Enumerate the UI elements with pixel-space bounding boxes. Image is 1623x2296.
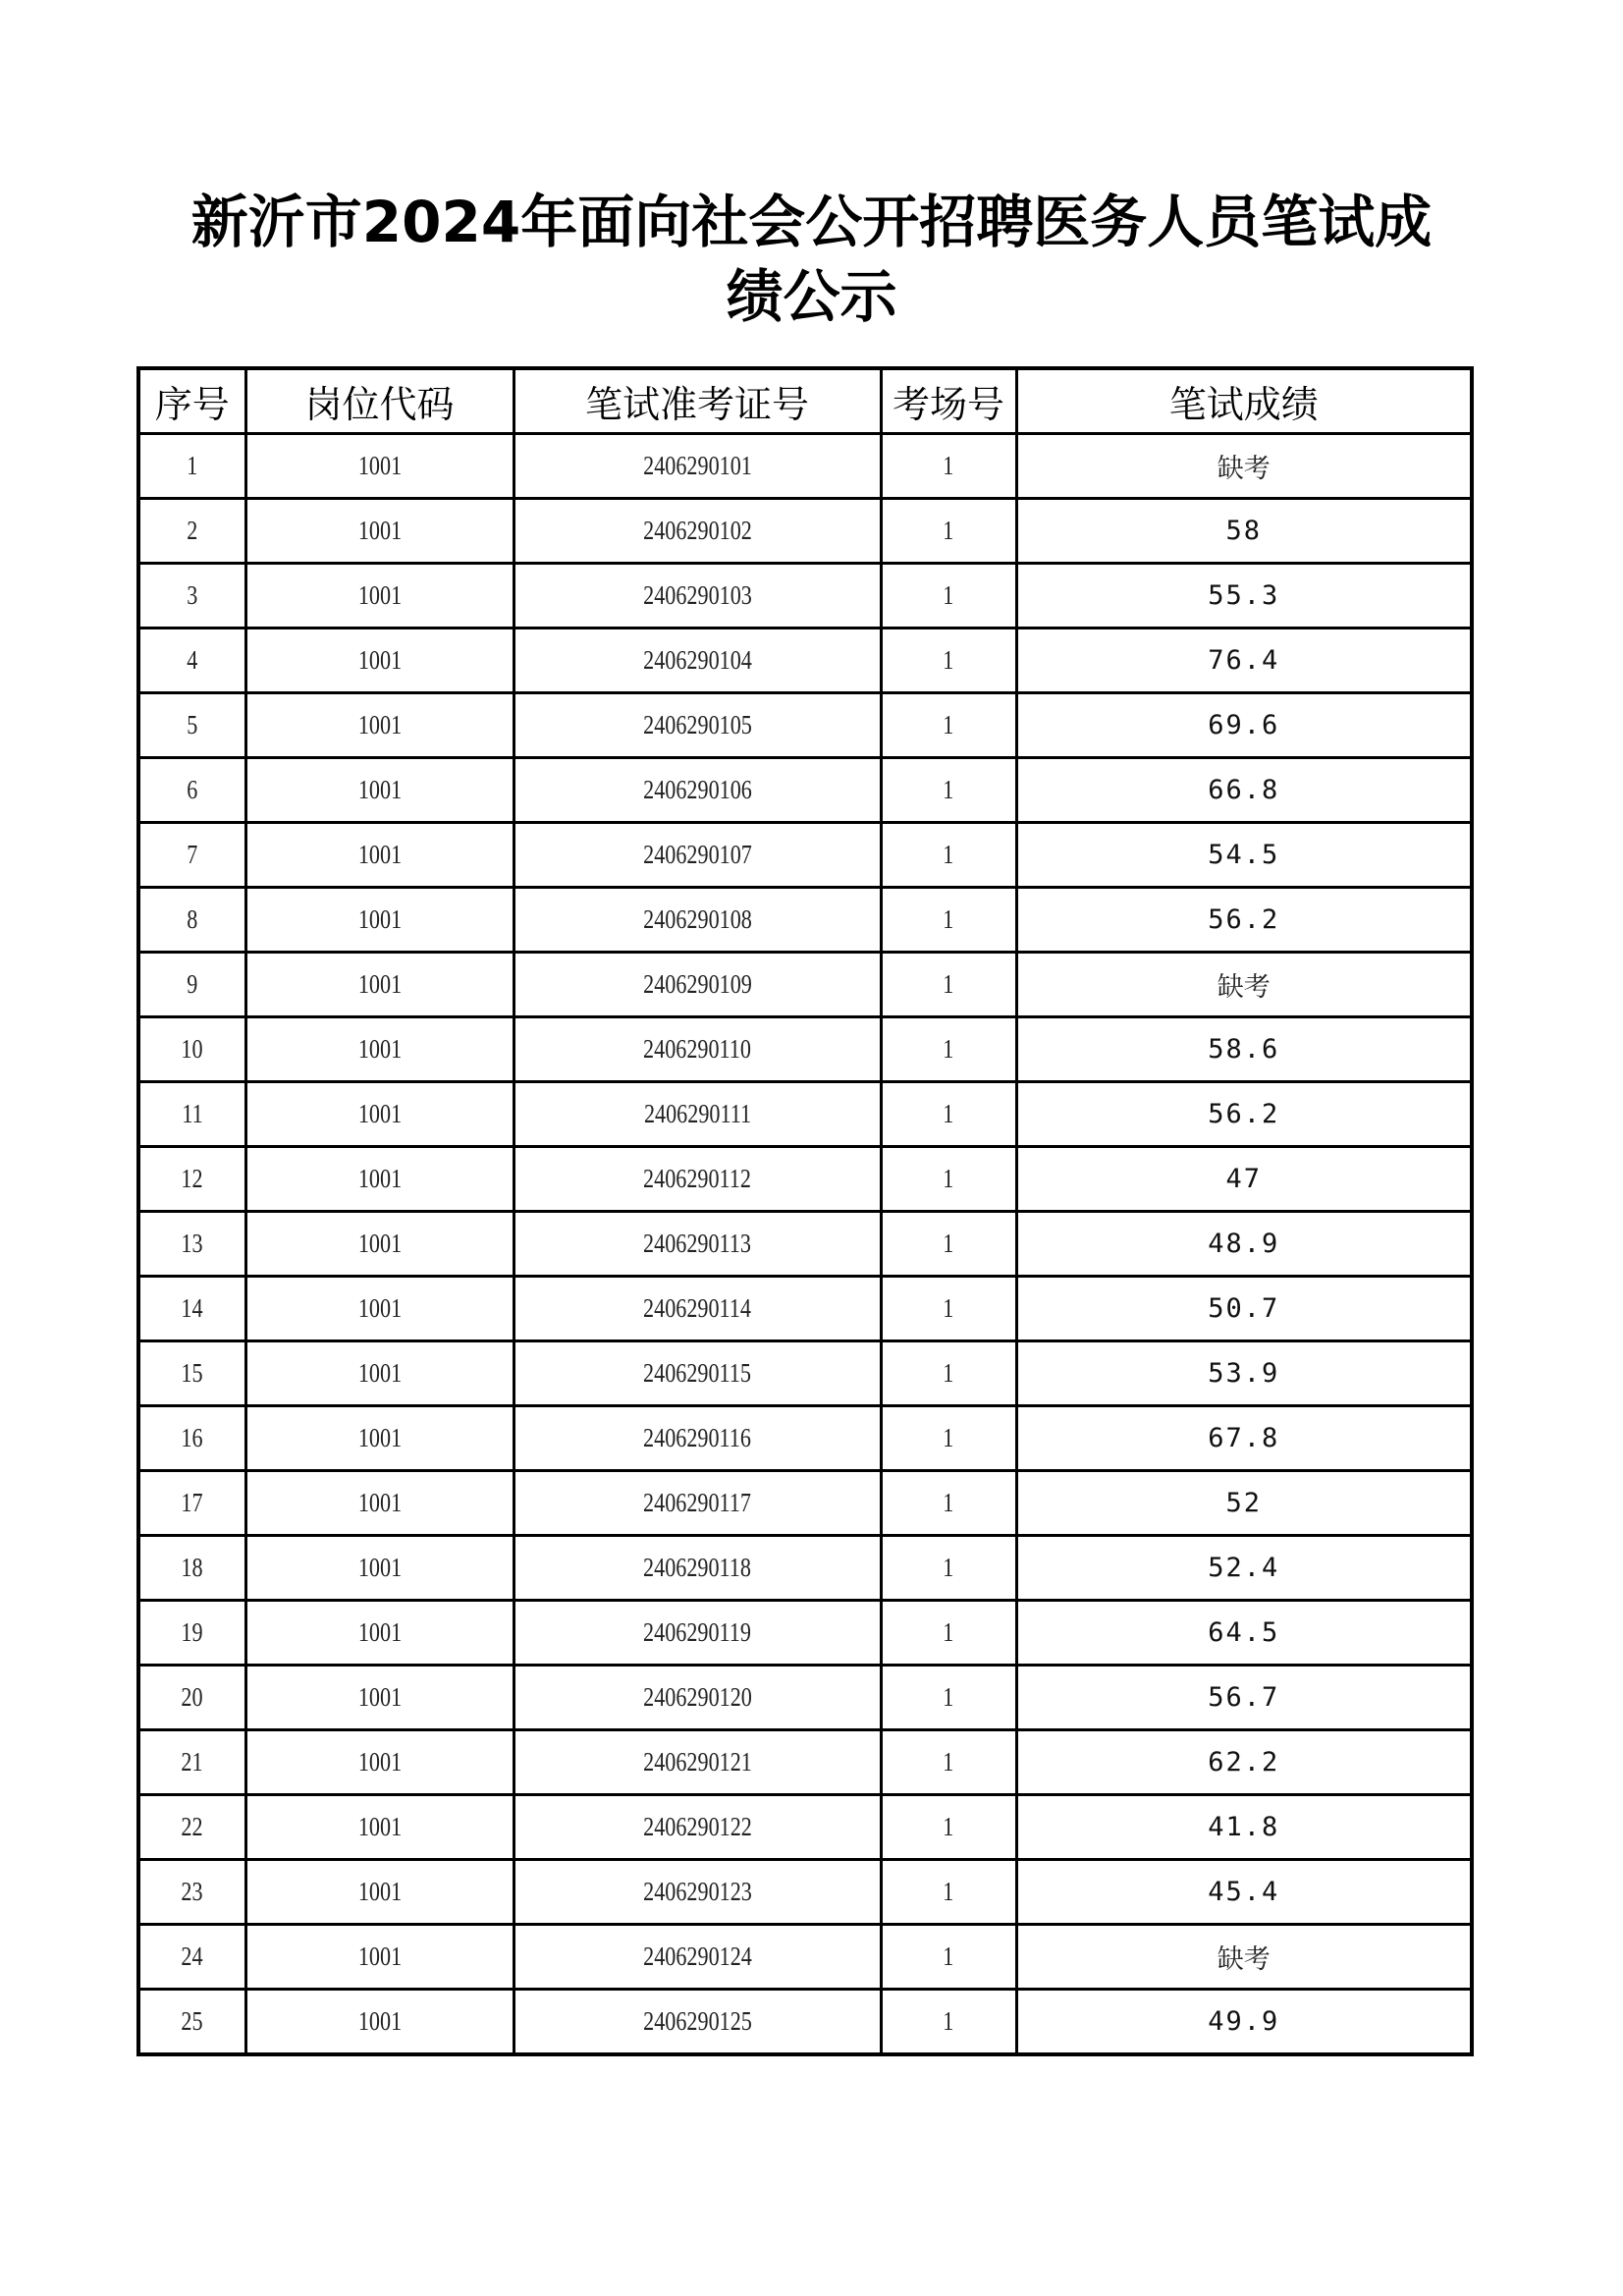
table-row: [138, 823, 1472, 888]
table-row: [138, 1082, 1472, 1147]
cell-post-code-text: 1001: [357, 1682, 402, 1712]
cell-post-code: [245, 823, 514, 888]
cell-seq-text: 4: [187, 645, 198, 675]
table-row: [138, 1666, 1472, 1730]
cell-written-score: [1016, 499, 1472, 564]
cell-exam-room: [881, 1082, 1016, 1147]
cell-ticket-number-text: 2406290106: [642, 775, 752, 804]
cell-written-score-text: 55.3: [1208, 580, 1280, 611]
cell-seq-text: 11: [182, 1099, 203, 1128]
cell-seq: [138, 499, 245, 564]
cell-seq-text: 22: [181, 1812, 203, 1841]
cell-written-score: [1016, 1860, 1472, 1925]
cell-post-code-text: 1001: [357, 580, 402, 610]
page-title: [0, 185, 1623, 334]
cell-post-code-text: 1001: [357, 1488, 402, 1517]
cell-ticket-number: [514, 1925, 881, 1990]
cell-ticket-number-text: 2406290120: [642, 1682, 752, 1712]
table-row: [138, 1925, 1472, 1990]
cell-written-score: [1016, 1471, 1472, 1536]
cell-seq: [138, 1795, 245, 1860]
cell-exam-room: [881, 758, 1016, 823]
cell-written-score-text: 47: [1225, 1164, 1262, 1194]
cell-seq-text: 25: [181, 2006, 203, 2036]
cell-post-code: [245, 953, 514, 1017]
cell-written-score: [1016, 1277, 1472, 1341]
cell-seq: [138, 1212, 245, 1277]
cell-ticket-number: [514, 1341, 881, 1406]
cell-exam-room-text: 1: [943, 710, 954, 739]
cell-seq: [138, 1017, 245, 1082]
cell-written-score: [1016, 1601, 1472, 1666]
cell-seq-text: 7: [187, 840, 198, 869]
cell-post-code-text: 1001: [357, 969, 402, 999]
cell-ticket-number: [514, 1471, 881, 1536]
cell-post-code: [245, 1730, 514, 1795]
cell-written-score: [1016, 693, 1472, 758]
cell-seq: [138, 953, 245, 1017]
table-row: [138, 953, 1472, 1017]
table-row: [138, 1860, 1472, 1925]
cell-exam-room-text: 1: [943, 516, 954, 545]
cell-ticket-number: [514, 1990, 881, 2055]
cell-written-score: [1016, 1666, 1472, 1730]
cell-ticket-number-text: 2406290122: [642, 1812, 752, 1841]
table-row: [138, 1212, 1472, 1277]
table-row: [138, 1795, 1472, 1860]
cell-post-code: [245, 1017, 514, 1082]
cell-exam-room-text: 1: [943, 1553, 954, 1582]
cell-post-code-text: 1001: [357, 1034, 402, 1064]
cell-seq: [138, 1730, 245, 1795]
cell-seq-text: 9: [187, 969, 198, 999]
cell-seq: [138, 1666, 245, 1730]
cell-ticket-number-text: 2406290118: [643, 1553, 751, 1582]
cell-ticket-number-text: 2406290124: [642, 1941, 752, 1971]
cell-ticket-number: [514, 499, 881, 564]
cell-written-score-text: 54.5: [1208, 840, 1280, 870]
table-row: [138, 888, 1472, 953]
cell-written-score: [1016, 1795, 1472, 1860]
cell-ticket-number: [514, 1666, 881, 1730]
table-row: [138, 629, 1472, 693]
cell-ticket-number: [514, 888, 881, 953]
cell-post-code: [245, 1471, 514, 1536]
cell-seq-text: 18: [181, 1553, 203, 1582]
cell-ticket-number-text: 2406290115: [643, 1358, 751, 1388]
cell-written-score-absent: [1016, 953, 1472, 1017]
cell-seq-text: 1: [187, 451, 198, 480]
cell-seq-text: 13: [181, 1229, 203, 1258]
cell-written-score-text: 58: [1225, 516, 1262, 546]
cell-exam-room-text: 1: [943, 2006, 954, 2036]
cell-exam-room: [881, 1277, 1016, 1341]
cell-seq: [138, 1601, 245, 1666]
cell-seq: [138, 1471, 245, 1536]
cell-seq-text: 8: [187, 904, 198, 934]
cell-exam-room: [881, 823, 1016, 888]
page-title-line-1: 新沂市2024年面向社会公开招聘医务人员笔试成: [190, 189, 1433, 255]
cell-ticket-number-text: 2406290116: [643, 1423, 751, 1452]
cell-exam-room-text: 1: [943, 1034, 954, 1064]
cell-post-code-text: 1001: [357, 1941, 402, 1971]
cell-post-code-text: 1001: [357, 1877, 402, 1906]
cell-written-score-text: 缺考: [1217, 1944, 1271, 1975]
header-written-score: 笔试成绩: [1016, 368, 1472, 434]
cell-exam-room-text: 1: [943, 1164, 954, 1193]
cell-exam-room: [881, 1536, 1016, 1601]
cell-exam-room-text: 1: [943, 1099, 954, 1128]
cell-post-code: [245, 1147, 514, 1212]
cell-seq: [138, 629, 245, 693]
cell-ticket-number-text: 2406290117: [643, 1488, 751, 1517]
cell-exam-room: [881, 564, 1016, 629]
cell-seq-text: 6: [187, 775, 198, 804]
cell-seq: [138, 823, 245, 888]
cell-written-score: [1016, 1406, 1472, 1471]
cell-ticket-number-text: 2406290109: [642, 969, 752, 999]
cell-written-score-text: 67.8: [1208, 1423, 1280, 1453]
cell-exam-room: [881, 499, 1016, 564]
cell-seq-text: 17: [181, 1488, 203, 1517]
cell-post-code: [245, 434, 514, 499]
cell-ticket-number-text: 2406290119: [643, 1617, 751, 1647]
table-row: [138, 693, 1472, 758]
cell-seq-text: 16: [181, 1423, 203, 1452]
cell-exam-room: [881, 888, 1016, 953]
cell-written-score-text: 48.9: [1208, 1229, 1280, 1259]
cell-exam-room: [881, 1471, 1016, 1536]
cell-ticket-number-text: 2406290113: [643, 1229, 751, 1258]
cell-exam-room: [881, 434, 1016, 499]
cell-seq-text: 15: [181, 1358, 203, 1388]
cell-ticket-number: [514, 1017, 881, 1082]
cell-exam-room-text: 1: [943, 1358, 954, 1388]
cell-ticket-number: [514, 953, 881, 1017]
cell-post-code: [245, 1860, 514, 1925]
cell-written-score-text: 69.6: [1208, 710, 1280, 740]
cell-written-score: [1016, 629, 1472, 693]
cell-ticket-number: [514, 823, 881, 888]
table-row: [138, 1406, 1472, 1471]
cell-written-score: [1016, 1730, 1472, 1795]
cell-seq-text: 12: [181, 1164, 203, 1193]
cell-post-code-text: 1001: [357, 710, 402, 739]
cell-written-score-text: 58.6: [1208, 1034, 1280, 1065]
cell-exam-room: [881, 629, 1016, 693]
cell-written-score: [1016, 758, 1472, 823]
cell-post-code: [245, 1990, 514, 2055]
cell-exam-room: [881, 1795, 1016, 1860]
cell-written-score-text: 53.9: [1208, 1358, 1280, 1389]
cell-seq: [138, 1406, 245, 1471]
cell-written-score-absent: [1016, 1925, 1472, 1990]
cell-written-score: [1016, 1017, 1472, 1082]
cell-ticket-number-text: 2406290104: [642, 645, 752, 675]
table-row: [138, 564, 1472, 629]
cell-ticket-number: [514, 1730, 881, 1795]
table-header-row: [138, 368, 1472, 434]
cell-seq: [138, 1990, 245, 2055]
cell-seq-text: 10: [181, 1034, 203, 1064]
cell-written-score-text: 76.4: [1208, 645, 1280, 676]
cell-post-code: [245, 1341, 514, 1406]
cell-exam-room: [881, 1925, 1016, 1990]
cell-post-code-text: 1001: [357, 775, 402, 804]
cell-written-score-text: 缺考: [1217, 972, 1271, 1003]
cell-post-code-text: 1001: [357, 1423, 402, 1452]
cell-seq-text: 23: [181, 1877, 203, 1906]
cell-ticket-number-text: 2406290102: [642, 516, 752, 545]
cell-seq-text: 3: [187, 580, 198, 610]
cell-seq-text: 24: [181, 1941, 203, 1971]
cell-ticket-number: [514, 1860, 881, 1925]
cell-post-code-text: 1001: [357, 516, 402, 545]
cell-ticket-number-text: 2406290107: [642, 840, 752, 869]
cell-exam-room: [881, 1341, 1016, 1406]
table-row: [138, 499, 1472, 564]
table-row: [138, 434, 1472, 499]
table-row: [138, 1017, 1472, 1082]
cell-ticket-number: [514, 434, 881, 499]
cell-exam-room-text: 1: [943, 1229, 954, 1258]
cell-seq: [138, 1925, 245, 1990]
cell-seq-text: 2: [187, 516, 198, 545]
cell-post-code-text: 1001: [357, 1553, 402, 1582]
cell-post-code: [245, 1925, 514, 1990]
table-row: [138, 1277, 1472, 1341]
cell-ticket-number-text: 2406290112: [643, 1164, 751, 1193]
cell-ticket-number: [514, 1212, 881, 1277]
cell-ticket-number: [514, 1536, 881, 1601]
cell-seq-text: 21: [181, 1747, 203, 1777]
table-row: [138, 1147, 1472, 1212]
cell-written-score-text: 41.8: [1208, 1812, 1280, 1842]
cell-exam-room-text: 1: [943, 1941, 954, 1971]
cell-ticket-number: [514, 1795, 881, 1860]
exam-score-table: [136, 366, 1474, 2056]
cell-seq: [138, 888, 245, 953]
cell-post-code: [245, 1536, 514, 1601]
cell-post-code: [245, 1277, 514, 1341]
cell-post-code-text: 1001: [357, 840, 402, 869]
cell-ticket-number: [514, 564, 881, 629]
cell-post-code: [245, 1795, 514, 1860]
cell-post-code: [245, 564, 514, 629]
cell-exam-room-text: 1: [943, 451, 954, 480]
cell-exam-room: [881, 1406, 1016, 1471]
header-post-code: 岗位代码: [245, 368, 514, 434]
cell-exam-room-text: 1: [943, 1617, 954, 1647]
cell-ticket-number: [514, 629, 881, 693]
cell-post-code-text: 1001: [357, 904, 402, 934]
cell-post-code-text: 1001: [357, 1812, 402, 1841]
cell-seq: [138, 1082, 245, 1147]
cell-post-code-text: 1001: [357, 1293, 402, 1323]
cell-written-score-text: 52: [1225, 1488, 1262, 1518]
cell-exam-room-text: 1: [943, 904, 954, 934]
cell-exam-room-text: 1: [943, 1812, 954, 1841]
cell-written-score: [1016, 564, 1472, 629]
table-row: [138, 1536, 1472, 1601]
cell-written-score-text: 66.8: [1208, 775, 1280, 805]
cell-exam-room-text: 1: [943, 1423, 954, 1452]
cell-written-score-text: 45.4: [1208, 1877, 1280, 1907]
cell-seq: [138, 1860, 245, 1925]
cell-ticket-number-text: 2406290111: [643, 1099, 751, 1128]
cell-exam-room-text: 1: [943, 580, 954, 610]
cell-exam-room-text: 1: [943, 969, 954, 999]
cell-written-score-text: 缺考: [1217, 454, 1271, 484]
cell-seq-text: 20: [181, 1682, 203, 1712]
cell-exam-room: [881, 1147, 1016, 1212]
cell-exam-room-text: 1: [943, 1877, 954, 1906]
cell-exam-room: [881, 953, 1016, 1017]
table-row: [138, 1341, 1472, 1406]
cell-seq: [138, 1147, 245, 1212]
cell-seq-text: 19: [181, 1617, 203, 1647]
table-row: [138, 1730, 1472, 1795]
cell-ticket-number: [514, 1406, 881, 1471]
cell-post-code: [245, 499, 514, 564]
table-body: [138, 434, 1472, 2055]
cell-ticket-number: [514, 1082, 881, 1147]
cell-post-code: [245, 1666, 514, 1730]
cell-written-score-text: 50.7: [1208, 1293, 1280, 1324]
cell-seq-text: 14: [181, 1293, 203, 1323]
cell-ticket-number-text: 2406290105: [642, 710, 752, 739]
cell-exam-room: [881, 1860, 1016, 1925]
cell-exam-room: [881, 1601, 1016, 1666]
cell-seq: [138, 564, 245, 629]
cell-post-code-text: 1001: [357, 645, 402, 675]
cell-post-code-text: 1001: [357, 1747, 402, 1777]
cell-written-score-text: 56.2: [1208, 904, 1280, 935]
cell-written-score: [1016, 1990, 1472, 2055]
cell-exam-room: [881, 1212, 1016, 1277]
cell-exam-room: [881, 1017, 1016, 1082]
cell-post-code: [245, 1406, 514, 1471]
cell-ticket-number-text: 2406290108: [642, 904, 752, 934]
cell-ticket-number-text: 2406290121: [642, 1747, 752, 1777]
cell-seq: [138, 693, 245, 758]
cell-written-score: [1016, 1341, 1472, 1406]
cell-seq: [138, 758, 245, 823]
cell-post-code-text: 1001: [357, 2006, 402, 2036]
cell-written-score-text: 64.5: [1208, 1617, 1280, 1648]
cell-written-score: [1016, 1212, 1472, 1277]
cell-written-score-text: 49.9: [1208, 2006, 1280, 2037]
cell-exam-room: [881, 1730, 1016, 1795]
cell-written-score-absent: [1016, 434, 1472, 499]
cell-post-code-text: 1001: [357, 1164, 402, 1193]
cell-ticket-number: [514, 1277, 881, 1341]
header-exam-room: 考场号: [881, 368, 1016, 434]
cell-post-code-text: 1001: [357, 1358, 402, 1388]
cell-post-code: [245, 629, 514, 693]
table-row: [138, 1471, 1472, 1536]
cell-post-code-text: 1001: [357, 1229, 402, 1258]
cell-written-score: [1016, 823, 1472, 888]
cell-ticket-number-text: 2406290101: [642, 451, 752, 480]
cell-ticket-number: [514, 758, 881, 823]
cell-written-score: [1016, 1536, 1472, 1601]
cell-exam-room-text: 1: [943, 1682, 954, 1712]
cell-written-score-text: 62.2: [1208, 1747, 1280, 1777]
cell-ticket-number-text: 2406290125: [642, 2006, 752, 2036]
cell-exam-room-text: 1: [943, 645, 954, 675]
cell-seq: [138, 1277, 245, 1341]
cell-exam-room: [881, 1990, 1016, 2055]
cell-post-code-text: 1001: [357, 1617, 402, 1647]
page-title-line-2: 绩公示: [726, 263, 897, 330]
cell-written-score-text: 52.4: [1208, 1553, 1280, 1583]
cell-post-code: [245, 888, 514, 953]
cell-exam-room-text: 1: [943, 1488, 954, 1517]
header-seq: 序号: [138, 368, 245, 434]
cell-seq: [138, 1341, 245, 1406]
cell-exam-room-text: 1: [943, 840, 954, 869]
cell-seq-text: 5: [187, 710, 198, 739]
cell-written-score-text: 56.7: [1208, 1682, 1280, 1713]
cell-ticket-number: [514, 1147, 881, 1212]
cell-exam-room: [881, 1666, 1016, 1730]
cell-written-score-text: 56.2: [1208, 1099, 1280, 1129]
cell-post-code-text: 1001: [357, 451, 402, 480]
cell-written-score: [1016, 1082, 1472, 1147]
cell-ticket-number-text: 2406290123: [642, 1877, 752, 1906]
table-row: [138, 1601, 1472, 1666]
cell-exam-room: [881, 693, 1016, 758]
cell-post-code: [245, 1601, 514, 1666]
table-row: [138, 758, 1472, 823]
cell-ticket-number-text: 2406290114: [643, 1293, 751, 1323]
cell-ticket-number-text: 2406290103: [642, 580, 752, 610]
cell-ticket-number: [514, 1601, 881, 1666]
cell-written-score: [1016, 1147, 1472, 1212]
cell-written-score: [1016, 888, 1472, 953]
cell-exam-room-text: 1: [943, 775, 954, 804]
cell-post-code: [245, 693, 514, 758]
cell-post-code-text: 1001: [357, 1099, 402, 1128]
table-row: [138, 1990, 1472, 2055]
cell-seq: [138, 434, 245, 499]
cell-seq: [138, 1536, 245, 1601]
cell-exam-room-text: 1: [943, 1747, 954, 1777]
cell-exam-room-text: 1: [943, 1293, 954, 1323]
header-ticket-number: 笔试准考证号: [514, 368, 881, 434]
cell-post-code: [245, 1082, 514, 1147]
cell-post-code: [245, 1212, 514, 1277]
cell-ticket-number: [514, 693, 881, 758]
cell-ticket-number-text: 2406290110: [643, 1034, 751, 1064]
cell-post-code: [245, 758, 514, 823]
